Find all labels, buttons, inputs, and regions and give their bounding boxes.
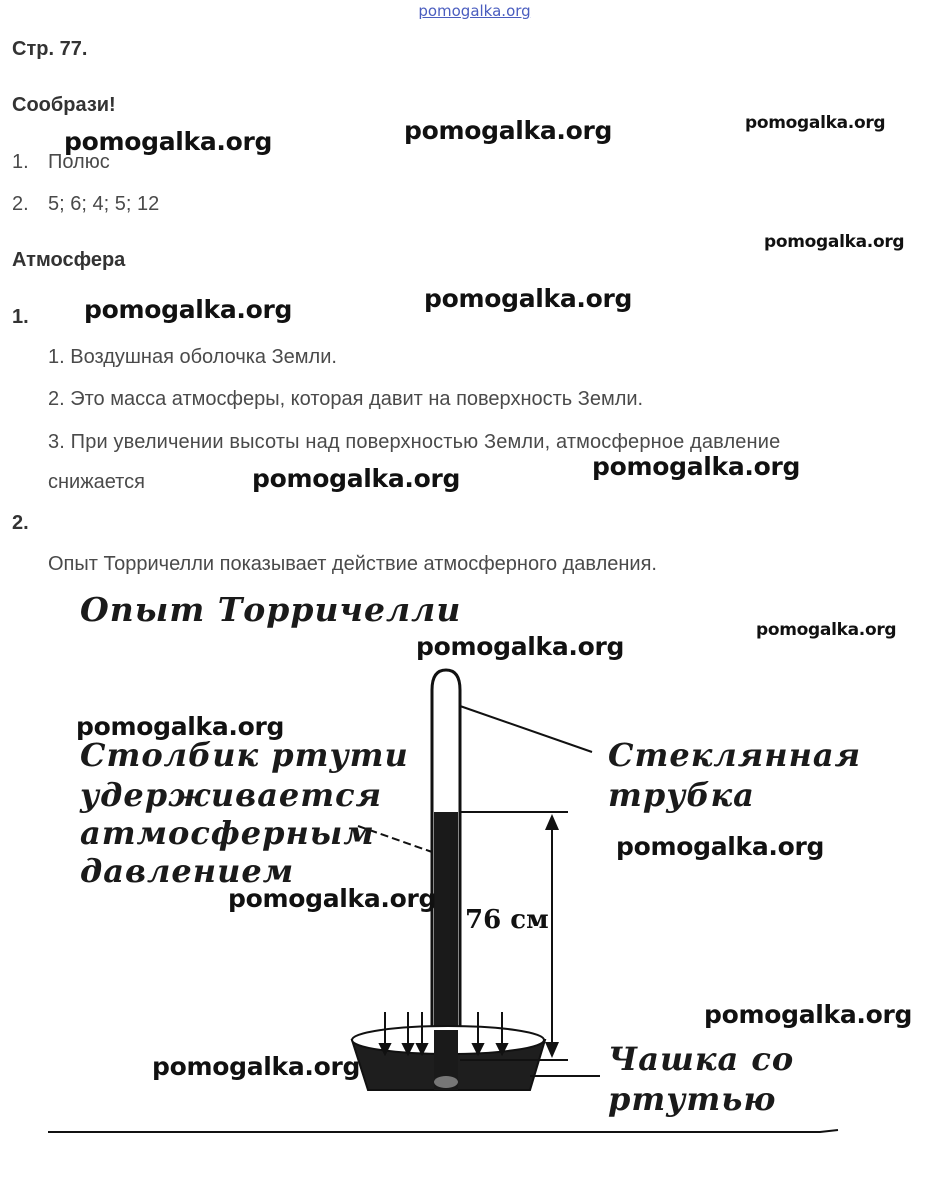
list-item: Полюс [48,151,110,173]
section-title-atmosphere: Атмосфера [12,249,126,271]
section-title-think: Сообрази! [12,94,116,116]
watermark: pomogalka.org [704,1000,913,1029]
watermark: pomogalka.org [152,1052,361,1081]
watermark: pomogalka.org [745,113,886,133]
watermark: pomogalka.org [252,464,461,493]
bottom-rule [48,1130,838,1132]
tube-label-line: трубка [608,776,755,814]
site-link[interactable]: pomogalka.org [418,2,531,20]
column-label-line: атмосферным [80,814,375,852]
column-label-line: давлением [80,852,295,890]
column-label-line: удерживается [80,776,383,814]
watermark: pomogalka.org [416,632,625,661]
watermark: pomogalka.org [76,712,285,741]
watermark: pomogalka.org [64,127,273,156]
bowl-label-line: Чашка со [608,1040,795,1078]
watermark: pomogalka.org [84,295,293,324]
list-item-number: 2. [12,193,29,215]
height-label: 76 см [465,905,549,935]
tube-opening [434,1076,458,1088]
dimension-arrow-up [545,814,559,830]
tube-label-line: Стеклянная [608,736,862,774]
answer-line: снижается [48,471,145,493]
list-item-number: 1. [12,151,29,173]
answer-line: Опыт Торричелли показывает действие атмосферного давления. [48,553,657,575]
watermark: pomogalka.org [616,832,825,861]
watermark: pomogalka.org [756,620,897,640]
figure-title: Опыт Торричелли [80,590,462,629]
watermark: pomogalka.org [764,232,905,252]
answer-line: 2. Это масса атмосферы, которая давит на поверхность Земли. [48,388,644,410]
watermark: pomogalka.org [404,116,613,145]
watermark: pomogalka.org [424,284,633,313]
task-number-1: 1. [12,306,29,328]
column-label-line: Столбик ртути [80,736,409,774]
page-heading: Стр. 77. [12,38,88,60]
list-item: 5; 6; 4; 5; 12 [48,193,160,215]
tube-leader-line [460,706,592,752]
answer-line: 3. При увеличении высоты над поверхностью Земли, атмосферное давление [48,431,781,453]
task-number-2: 2. [12,512,29,534]
dimension-arrow-down [545,1042,559,1058]
watermark: pomogalka.org [592,452,801,481]
answer-line: 1. Воздушная оболочка Земли. [48,346,337,368]
bowl-label-line: ртутью [608,1080,777,1118]
watermark: pomogalka.org [228,884,437,913]
